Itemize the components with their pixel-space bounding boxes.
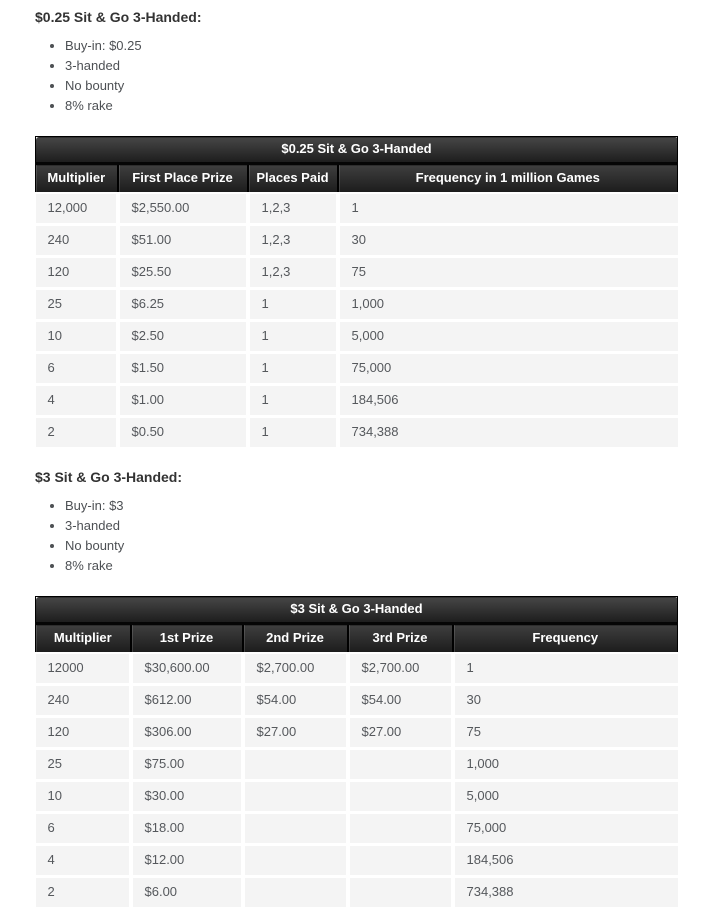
table-cell — [243, 877, 348, 909]
table-cell: $306.00 — [131, 717, 243, 749]
table-cell: 1,2,3 — [248, 225, 338, 257]
list-item-rake: • 8% rake — [65, 96, 678, 116]
table-cell: 30 — [338, 225, 678, 257]
table-cell: 1 — [338, 193, 678, 225]
table-row — [36, 653, 678, 685]
section-heading: $0.25 Sit & Go 3-Handed: — [35, 9, 202, 25]
table-cell — [243, 813, 348, 845]
table-cell: 1 — [248, 353, 338, 385]
table-cell: 4 — [36, 845, 131, 877]
table-cell: $54.00 — [348, 685, 453, 717]
list-item-bounty: • No bounty — [65, 536, 678, 556]
table-row — [36, 813, 678, 845]
table-row — [36, 193, 678, 225]
column-header: Multiplier — [36, 624, 131, 654]
table-cell: $30.00 — [131, 781, 243, 813]
table-cell: 5,000 — [453, 781, 678, 813]
table-cell: 184,506 — [453, 845, 678, 877]
table-cell: $2,700.00 — [348, 653, 453, 685]
table-cell: 10 — [36, 781, 131, 813]
table-cell: 120 — [36, 257, 118, 289]
table-row — [36, 749, 678, 781]
table-cell: 1 — [248, 321, 338, 353]
table-row — [36, 321, 678, 353]
table-cell — [243, 749, 348, 781]
list-item-buyin: • Buy-in: $3 — [65, 496, 678, 516]
prize-table-025 — [35, 136, 678, 450]
table-cell: $0.50 — [118, 417, 248, 449]
list-item-buyin: • Buy-in: $0.25 — [65, 36, 678, 56]
table-cell: 6 — [36, 353, 118, 385]
table-cell: $18.00 — [131, 813, 243, 845]
column-header-row — [36, 164, 678, 194]
table-cell: 734,388 — [453, 877, 678, 909]
table-cell — [348, 845, 453, 877]
table-cell: 240 — [36, 225, 118, 257]
column-header: 1st Prize — [131, 624, 243, 654]
table-cell — [348, 877, 453, 909]
table-cell — [348, 749, 453, 781]
list-item-handed: • 3-handed — [65, 56, 678, 76]
table-cell — [348, 781, 453, 813]
table-row — [36, 257, 678, 289]
table-cell: 184,506 — [338, 385, 678, 417]
table-title-row — [36, 137, 678, 164]
table-cell: 4 — [36, 385, 118, 417]
table-cell: 75 — [338, 257, 678, 289]
table-cell: 75,000 — [453, 813, 678, 845]
table-cell: 5,000 — [338, 321, 678, 353]
column-header: First Place Prize — [118, 164, 248, 194]
column-header: Places Paid — [248, 164, 338, 194]
table-cell: 25 — [36, 289, 118, 321]
table-cell — [243, 845, 348, 877]
table-row — [36, 685, 678, 717]
list-item-bounty: • No bounty — [65, 76, 678, 96]
table-row — [36, 225, 678, 257]
table-title-row — [36, 597, 678, 624]
table-cell: 1,000 — [338, 289, 678, 321]
table-row — [36, 877, 678, 909]
column-header: Multiplier — [36, 164, 118, 194]
table-row — [36, 845, 678, 877]
column-header: 3rd Prize — [348, 624, 453, 654]
table-cell — [243, 781, 348, 813]
table-row — [36, 289, 678, 321]
table-cell: 1,000 — [453, 749, 678, 781]
column-header: 2nd Prize — [243, 624, 348, 654]
table-row — [36, 353, 678, 385]
section-heading: $3 Sit & Go 3-Handed: — [35, 469, 183, 485]
table-cell: $54.00 — [243, 685, 348, 717]
table-cell: 1,2,3 — [248, 257, 338, 289]
table-cell: 1,2,3 — [248, 193, 338, 225]
table-cell: 10 — [36, 321, 118, 353]
table-cell: 1 — [248, 385, 338, 417]
table-cell: 1 — [453, 653, 678, 685]
table-cell: $2.50 — [118, 321, 248, 353]
prize-table-3 — [35, 596, 678, 910]
table-title: $3 Sit & Go 3-Handed — [36, 597, 678, 624]
details-list — [35, 496, 678, 576]
table-cell: 240 — [36, 685, 131, 717]
table-cell: $2,700.00 — [243, 653, 348, 685]
table-row — [36, 781, 678, 813]
table-cell: $27.00 — [348, 717, 453, 749]
table-cell: 1 — [248, 289, 338, 321]
table-cell — [348, 813, 453, 845]
table-cell: $612.00 — [131, 685, 243, 717]
table-cell: $51.00 — [118, 225, 248, 257]
table-cell: $27.00 — [243, 717, 348, 749]
table-cell: 2 — [36, 877, 131, 909]
table-title: $0.25 Sit & Go 3-Handed — [36, 137, 678, 164]
table-cell: 25 — [36, 749, 131, 781]
column-header: Frequency in 1 million Games — [338, 164, 678, 194]
table-cell: $2,550.00 — [118, 193, 248, 225]
table-cell: 734,388 — [338, 417, 678, 449]
table-cell: $12.00 — [131, 845, 243, 877]
table-row — [36, 385, 678, 417]
column-header-row — [36, 624, 678, 654]
table-cell: 120 — [36, 717, 131, 749]
section-025-sit-and-go — [35, 9, 678, 450]
details-list — [35, 36, 678, 116]
table-cell: 30 — [453, 685, 678, 717]
table-cell: 12000 — [36, 653, 131, 685]
table-cell: $30,600.00 — [131, 653, 243, 685]
column-header: Frequency — [453, 624, 678, 654]
table-cell: 12,000 — [36, 193, 118, 225]
table-row — [36, 417, 678, 449]
list-item-rake: • 8% rake — [65, 556, 678, 576]
table-cell: $6.25 — [118, 289, 248, 321]
table-cell: $1.00 — [118, 385, 248, 417]
table-row — [36, 717, 678, 749]
table-cell: $75.00 — [131, 749, 243, 781]
table-cell: $25.50 — [118, 257, 248, 289]
table-cell: 1 — [248, 417, 338, 449]
table-cell: 6 — [36, 813, 131, 845]
section-3-sit-and-go — [35, 469, 678, 910]
list-item-handed: • 3-handed — [65, 516, 678, 536]
table-cell: $6.00 — [131, 877, 243, 909]
table-cell: 75,000 — [338, 353, 678, 385]
table-cell: $1.50 — [118, 353, 248, 385]
table-cell: 2 — [36, 417, 118, 449]
table-cell: 75 — [453, 717, 678, 749]
